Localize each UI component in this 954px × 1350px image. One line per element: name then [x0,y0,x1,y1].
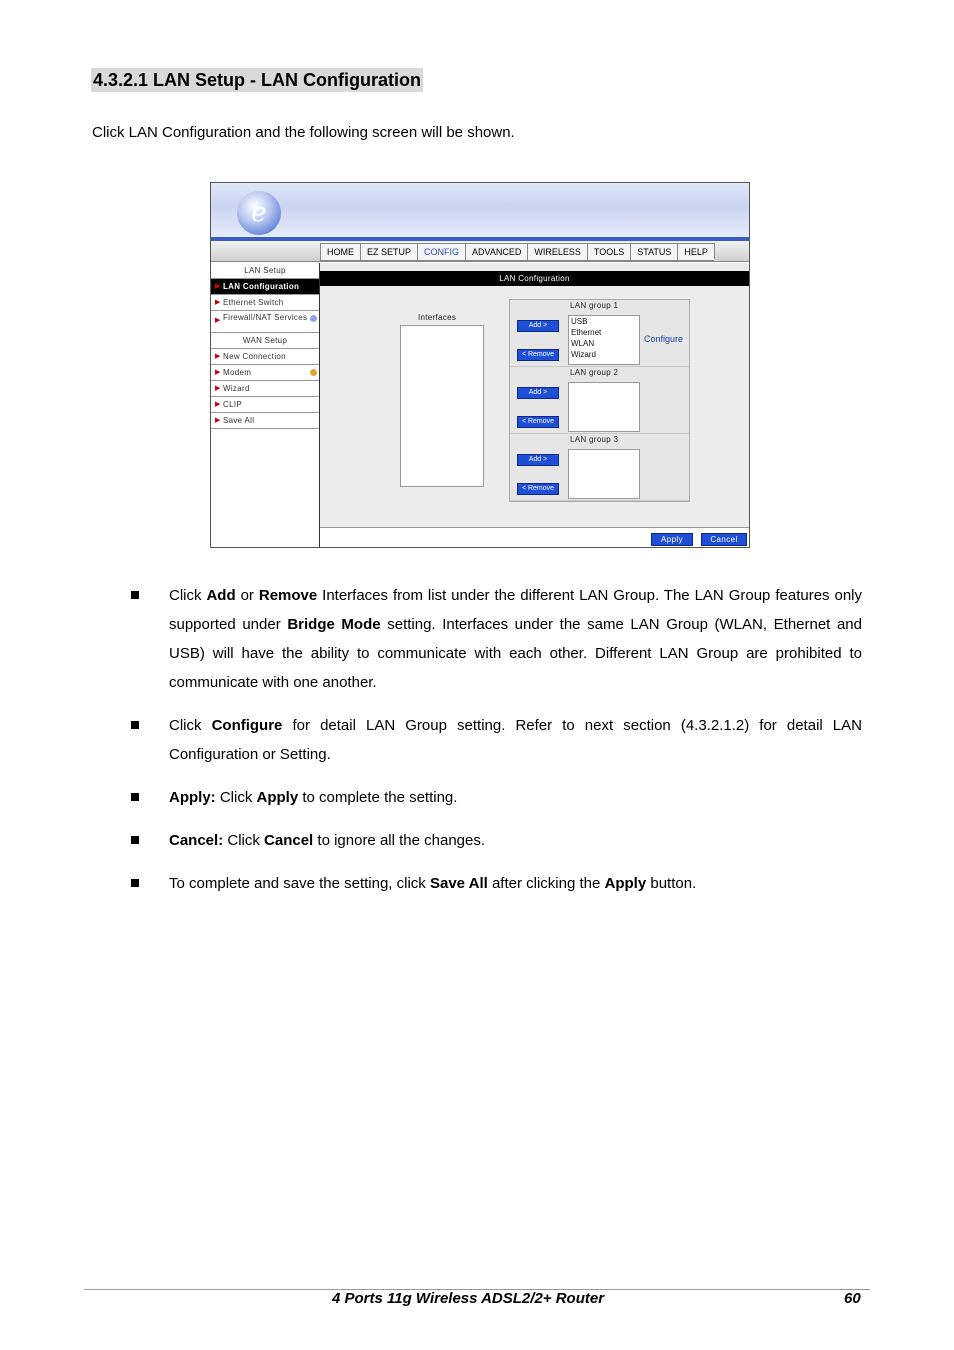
bold-text: Apply [256,789,299,806]
sidebar-item-label: Firewall/NAT Services [223,313,308,322]
lan-group-2 [510,367,689,434]
banner [211,183,749,241]
square-bullet-icon [131,793,139,801]
list-item[interactable]: Ethernet [571,328,602,337]
add-button[interactable]: Add > [517,454,559,466]
tab-status[interactable]: STATUS [630,243,677,261]
sidebar-item-label: Ethernet Switch [223,298,284,307]
text: Click [215,789,257,806]
sidebar-item-new-connection[interactable] [211,349,319,365]
section-heading: 4.3.2.1 LAN Setup - LAN Configuration [93,70,422,90]
square-bullet-icon [131,879,139,887]
logo-icon: e [237,191,281,235]
bold-text: Cancel [264,832,314,849]
sidebar-item-wizard[interactable] [211,381,319,397]
tab-wireless[interactable]: WIRELESS [527,243,587,261]
text: To complete and save the setting, click [169,875,430,892]
lan-group-1 [510,300,689,367]
intro-text: Click LAN Configuration and the following screen will be shown. [92,124,515,141]
sidebar-item-firewall-nat-services[interactable] [211,311,319,333]
text: Interfaces from list under the different LAN Group. The LAN Group features only supported under [169,587,862,633]
text: Click [169,587,207,604]
text: button. [646,875,697,892]
configure-link[interactable]: Configure [644,334,684,344]
tab-tools[interactable]: TOOLS [587,243,630,261]
sidebar-item-label: CLIP [223,400,242,409]
square-bullet-icon [131,836,139,844]
sidebar-item-save-all[interactable] [211,413,319,429]
remove-button[interactable]: < Remove [517,349,559,361]
bullet-item [129,783,862,812]
add-button[interactable]: Add > [517,387,559,399]
square-bullet-icon [131,591,139,599]
tab-help[interactable]: HELP [677,243,714,261]
router-screenshot [210,182,750,548]
lan-group-label: LAN group 1 [570,301,619,310]
remove-button[interactable]: < Remove [517,416,559,428]
tab-ez-setup[interactable]: EZ SETUP [360,243,417,261]
lan-group-list[interactable] [568,449,640,499]
list-item[interactable]: USB [571,317,588,326]
tab-config[interactable]: CONFIG [417,243,465,261]
lan-group-list[interactable] [568,315,640,365]
sidebar-item-label: Save All [223,416,255,425]
bold-text: Bridge Mode [287,616,381,633]
button-bar [320,527,749,548]
sidebar-item-lan-configuration[interactable] [211,279,319,295]
bullet-item [129,711,862,769]
tab-home[interactable]: HOME [320,243,360,261]
interfaces-list[interactable] [400,325,484,487]
bold-text: Remove [258,587,318,604]
text: after clicking the [487,875,605,892]
sidebar-item-label: LAN Configuration [223,282,300,291]
bullet-item [129,869,862,898]
add-button[interactable]: Add > [517,320,559,332]
text: Click [169,717,212,734]
sidebar-item-label: LAN Setup [244,266,286,275]
sidebar-item-label: Wizard [223,384,250,393]
sidebar-item-label: WAN Setup [242,336,288,345]
sidebar-item-wan-setup [211,333,319,349]
bullet-list [129,581,862,898]
list-item[interactable]: Wizard [571,350,596,359]
list-item[interactable]: WLAN [571,339,595,348]
bold-text: Apply: [169,789,216,806]
sidebar [211,263,320,547]
text: to ignore all the changes. [313,832,486,849]
text: setting. Interfaces under the same LAN Group (WLAN, Ethernet and USB) will have the ability to communicate with each other. Different LAN Group are prohibited to communicate with one another. [169,616,862,691]
arrow-right-icon: ▶ [215,283,221,290]
text: or [235,587,259,604]
lan-group-label: LAN group 3 [570,435,619,444]
bold-text: Add [206,587,236,604]
arrow-right-icon: ▶ [215,317,221,324]
sidebar-item-modem[interactable] [211,365,319,381]
lan-groups-panel [509,299,690,502]
page-title: LAN Configuration [320,271,749,286]
page-number: 60 [844,1290,861,1307]
status-dot-icon [310,369,317,376]
bold-text: Save All [429,875,488,892]
content-area [320,263,749,547]
lan-group-label: LAN group 2 [570,368,619,377]
arrow-right-icon: ▶ [215,385,221,392]
sidebar-item-ethernet-switch[interactable] [211,295,319,311]
interfaces-label: Interfaces [418,313,457,322]
arrow-right-icon: ▶ [215,401,221,408]
lan-group-list[interactable] [568,382,640,432]
bullet-item [129,826,862,855]
bullet-item [129,581,862,697]
arrow-right-icon: ▶ [215,353,221,360]
text: for detail LAN Group setting. Refer to next section (4.3.2.1.2) for detail LAN Configuration or Setting. [169,717,862,763]
sidebar-item-label: Modem [223,368,252,377]
bold-text: Cancel: [169,832,224,849]
nav-tabs [320,243,750,261]
tab-advanced[interactable]: ADVANCED [465,243,527,261]
cancel-button[interactable]: Cancel [701,533,747,546]
tab-spacer [714,243,750,259]
sidebar-item-clip[interactable] [211,397,319,413]
arrow-right-icon: ▶ [215,369,221,376]
square-bullet-icon [131,721,139,729]
arrow-right-icon: ▶ [215,417,221,424]
apply-button[interactable]: Apply [651,533,693,546]
status-dot-icon [310,315,317,322]
remove-button[interactable]: < Remove [517,483,559,495]
arrow-right-icon: ▶ [215,299,221,306]
lan-group-3 [510,434,689,501]
sidebar-item-label: New Connection [223,352,286,361]
bold-text: Configure [211,717,283,734]
text: Click [223,832,265,849]
text: to complete the setting. [298,789,458,806]
footer-title: 4 Ports 11g Wireless ADSL2/2+ Router [332,1290,605,1307]
bold-text: Apply [604,875,647,892]
sidebar-item-lan-setup [211,263,319,279]
